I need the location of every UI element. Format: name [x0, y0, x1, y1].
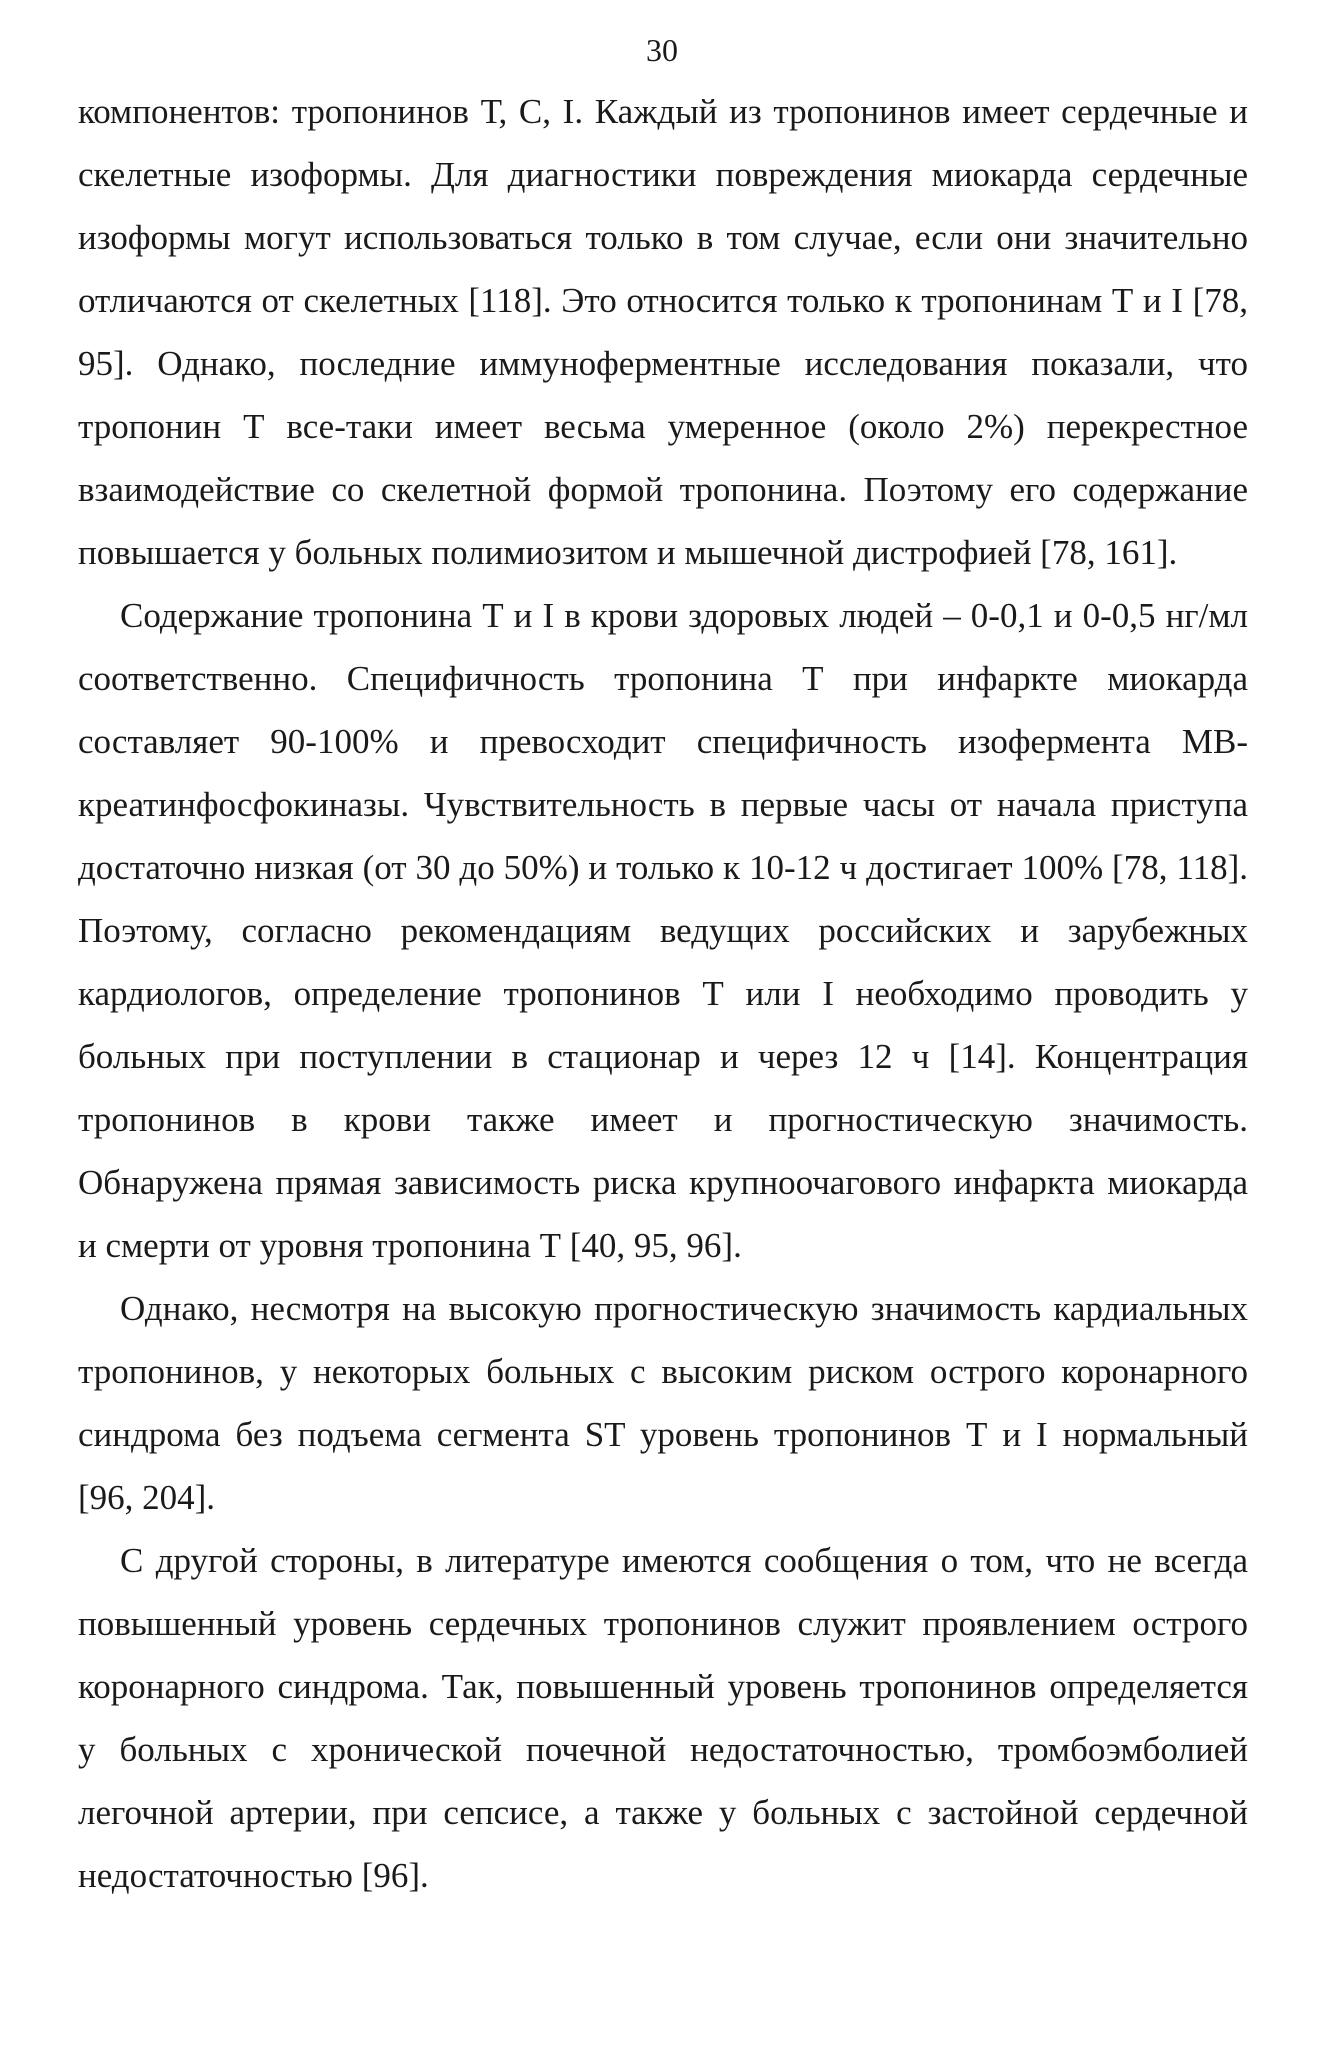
paragraph-1: компонентов: тропонинов Т, С, I. Каждый из тропонинов имеет сердечные и скелетные изоформы. Для диагностики повреждения миокарда сердечные изоформы могут использоваться только в том случае, если они значительно отличаются от скелетных [118]. Это относится только к тропонинам Т и I [78, 95]. Однако, последние иммуноферментные исследования показали, что тропонин Т все-таки имеет весьма умеренное (около 2%) перекрестное взаимодействие со скелетной формой тропонина. Поэтому его содержание повышается у больных полимиозитом и мышечной дистрофией [78, 161]. — [78, 92, 1248, 572]
body-text — [78, 80, 1248, 1907]
page-number: 30 — [646, 32, 678, 68]
paragraph-2: Содержание тропонина Т и I в крови здоровых людей – 0-0,1 и 0-0,5 нг/мл соответственно. Специфичность тропонина Т при инфаркте миокарда составляет 90-100% и превосходит специфичность изофермента МВ-креатинфосфокиназы. Чувствительность в первые часы от начала приступа достаточно низкая (от 30 до 50%) и только к 10-12 ч достигает 100% [78, 118]. Поэтому, согласно рекомендациям ведущих российских и зарубежных кардиологов, определение тропонинов Т или I необходимо проводить у больных при поступлении в стационар и через 12 ч [14]. Концентрация тропонинов в крови также имеет и прогностическую значимость. Обнаружена прямая зависимость риска крупноочагового инфаркта миокарда и смерти от уровня тропонина Т [40, 95, 96]. — [78, 596, 1248, 1265]
paragraph-3: Однако, несмотря на высокую прогностическую значимость кардиальных тропонинов, у некоторых больных с высоким риском острого коронарного синдрома без подъема сегмента ST уровень тропонинов Т и I нормальный [96, 204]. — [78, 1289, 1248, 1517]
paragraph-4: С другой стороны, в литературе имеются сообщения о том, что не всегда повышенный уровень сердечных тропонинов служит проявлением острого коронарного синдрома. Так, повышенный уровень тропонинов определяется у больных с хронической почечной недостаточностью, тромбоэмболией легочной артерии, при сепсисе, а также у больных с застойной сердечной недостаточностью [96]. — [78, 1541, 1248, 1895]
